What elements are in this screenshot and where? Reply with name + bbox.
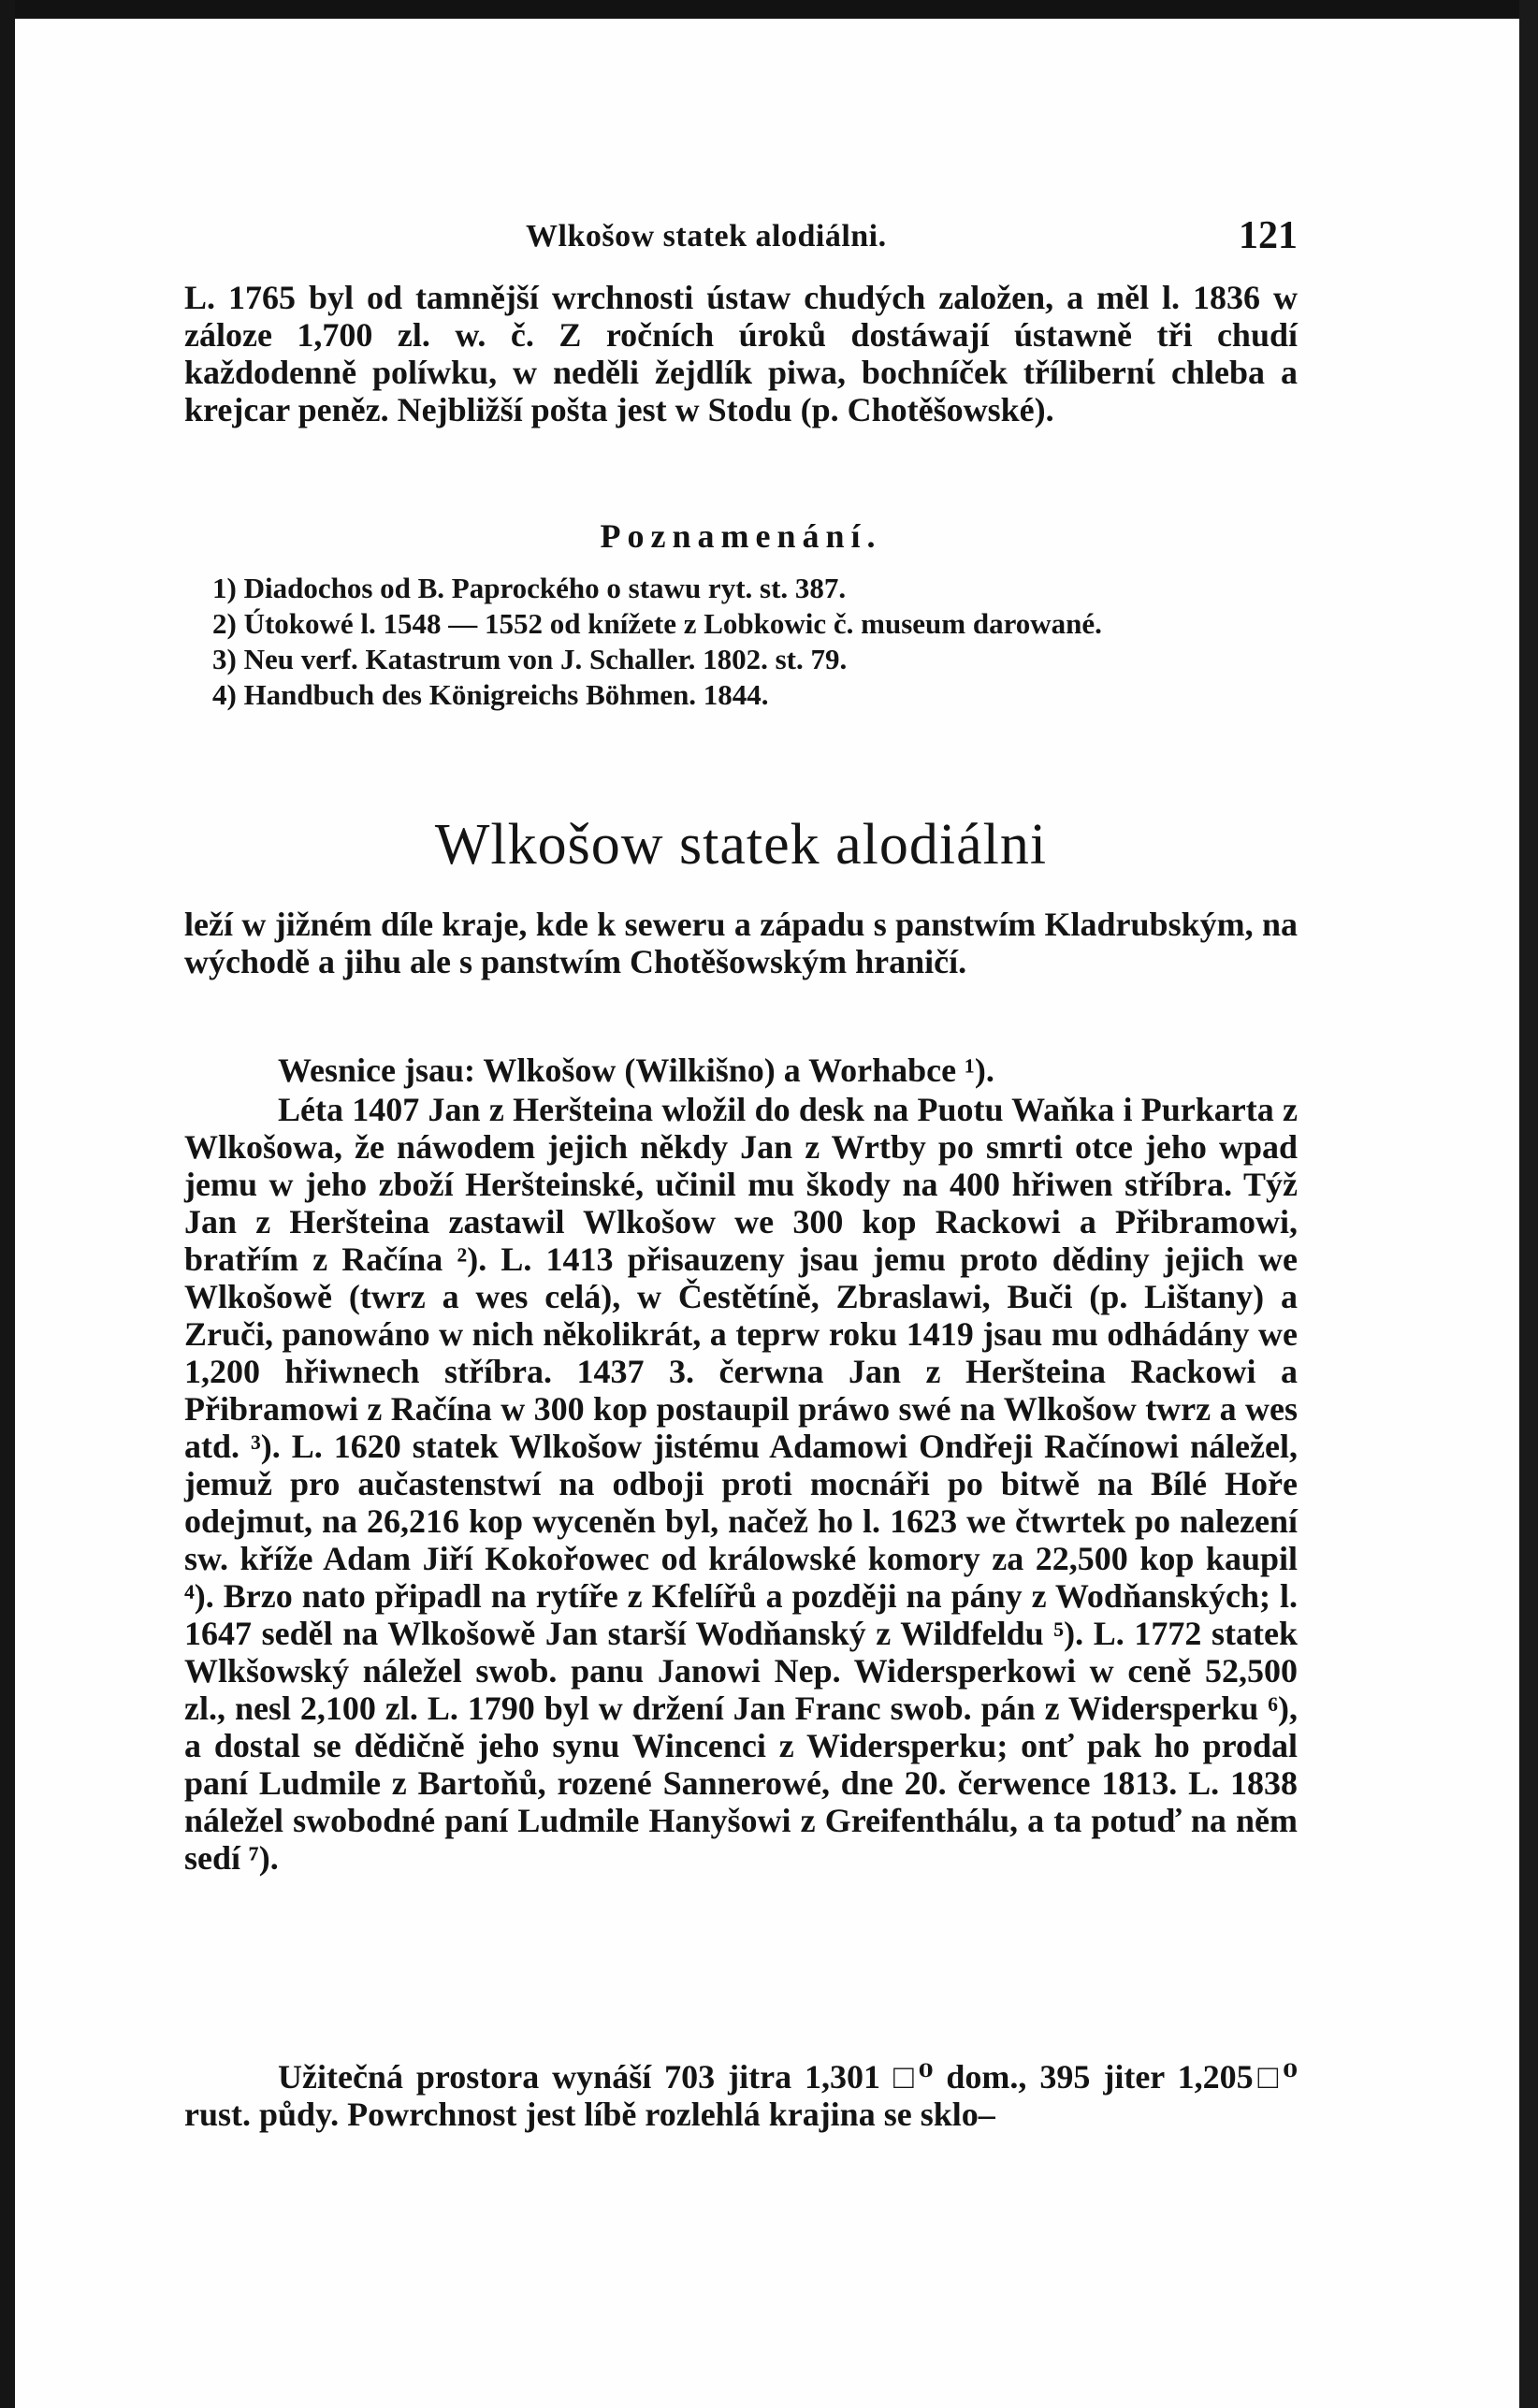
running-title: Wlkošow statek alodiálni. [526,219,887,254]
section-title: Wlkošow statek alodiálni [434,813,1048,877]
page-number: 121 [1239,214,1298,257]
footnote-list [212,571,1298,713]
footnote-item: 1) Diadochos od B. Paprockého o stawu ryt. st. 387. [212,572,847,604]
notes-heading: Poznamenání. [600,517,882,555]
paragraph-history: Léta 1407 Jan z Heršteina wložil do desk na Puotu Waňka i Purkarta z Wlkošowa, že náwodem jejich někdy Jan z Wrtby po smrti otce jeho wpad jemu w jeho zboží Heršteinské, učinil mu škody na 400 hřiwen stříbra. Týž Jan z Heršteina zastawil Wlkošow we 300 kop Rackowi a Přibramowi, bratřím z Račína ²). L. 1413 přisauzeny jsau jemu proto dědiny jejich we Wlkošowě (twrz a wes celá), w Čestětíně, Zbraslawi, Buči (p. Lištany) a Zruči, panowáno w nich několikrát, a teprw roku 1419 jsau mu odhádány we 1,200 hřiwnech stříbra. 1437 3. čerwna Jan z Heršteina Rackowi a Přibramowi z Račína w 300 kop postaupil práwo swé na Wlkošow twrz a wes atd. ³). L. 1620 statek Wlkošow jistému Adamowi Ondřeji Račínowi náležel, jemuž pro aučastenstwí na odboji proti mocnáři po bitwě na Bílé Hoře odejmut, na 26,216 kop wyceněn byl, načež ho l. 1623 we čtwrtek po nalezení sw. kříže Adam Jiří Kokořowec od králowské komory za 22,500 kop kaupil ⁴). Brzo nato připadl na rytíře z Kfelířů a později na pány z Wodňanských; l. 1647 seděl na Wlkošowě Jan starší Wodňanský z Wildfeldu ⁵). L. 1772 statek Wlkšowský náležel swob. panu Janowi Nep. Widersperkowi w ceně 52,500 zl., nesl 2,100 zl. L. 1790 byl w držení Jan Franc swob. pán z Widersperku ⁶), a dostal se dědičně jeho synu Wincenci z Widersperku; onť pak ho prodal paní Ludmile z Bartoňů, rozené Sannerowé, dne 20. čerwence 1813. L. 1838 náležel swobodné paní Ludmile Hanyšowi z Greifenthálu, a ta potuď na něm sedí ⁷). [184,1091,1298,1877]
footnote-item: 3) Neu verf. Katastrum von J. Schaller. 1802. st. 79. [212,643,848,675]
scan-border-right [1519,0,1538,2408]
footnote-item: 4) Handbuch des Königreichs Böhmen. 1844. [212,678,769,711]
paragraph-location: leží w jižném díle kraje, kde k seweru a západu s panstwím Kladrubským, na wýchodě a jihu ale s panstwím Chotěšowským hraničí. [184,906,1298,980]
scan-border-left [0,0,15,2408]
scan-border-top [0,0,1538,19]
paragraph-area: Užitečná prostora wynáší 703 jitra 1,301 □⁰ dom., 395 jiter 1,205□⁰ rust. půdy. Powrchnost jest líbě rozlehlá krajina se sklo– [184,2058,1298,2133]
footnote-item: 2) Útokowé l. 1548 — 1552 od knížete z Lobkowic č. museum darowané. [212,607,1102,640]
paragraph-intro: L. 1765 byl od tamnější wrchnosti ústaw chudých založen, a měl l. 1836 w záloze 1,700 zl. w. č. Z ročních úroků dostáwají ústawně tři chudí každodenně políwku, w neděli žejdlík piwa, bochníček třílibernί chleba a krejcar peněz. Nejbližší pošta jest w Stodu (p. Chotěšowské). [184,279,1298,428]
running-head [184,204,1298,260]
paragraph-villages: Wesnice jsau: Wlkošow (Wilkišno) a Worhabce ¹). [278,1052,994,1089]
